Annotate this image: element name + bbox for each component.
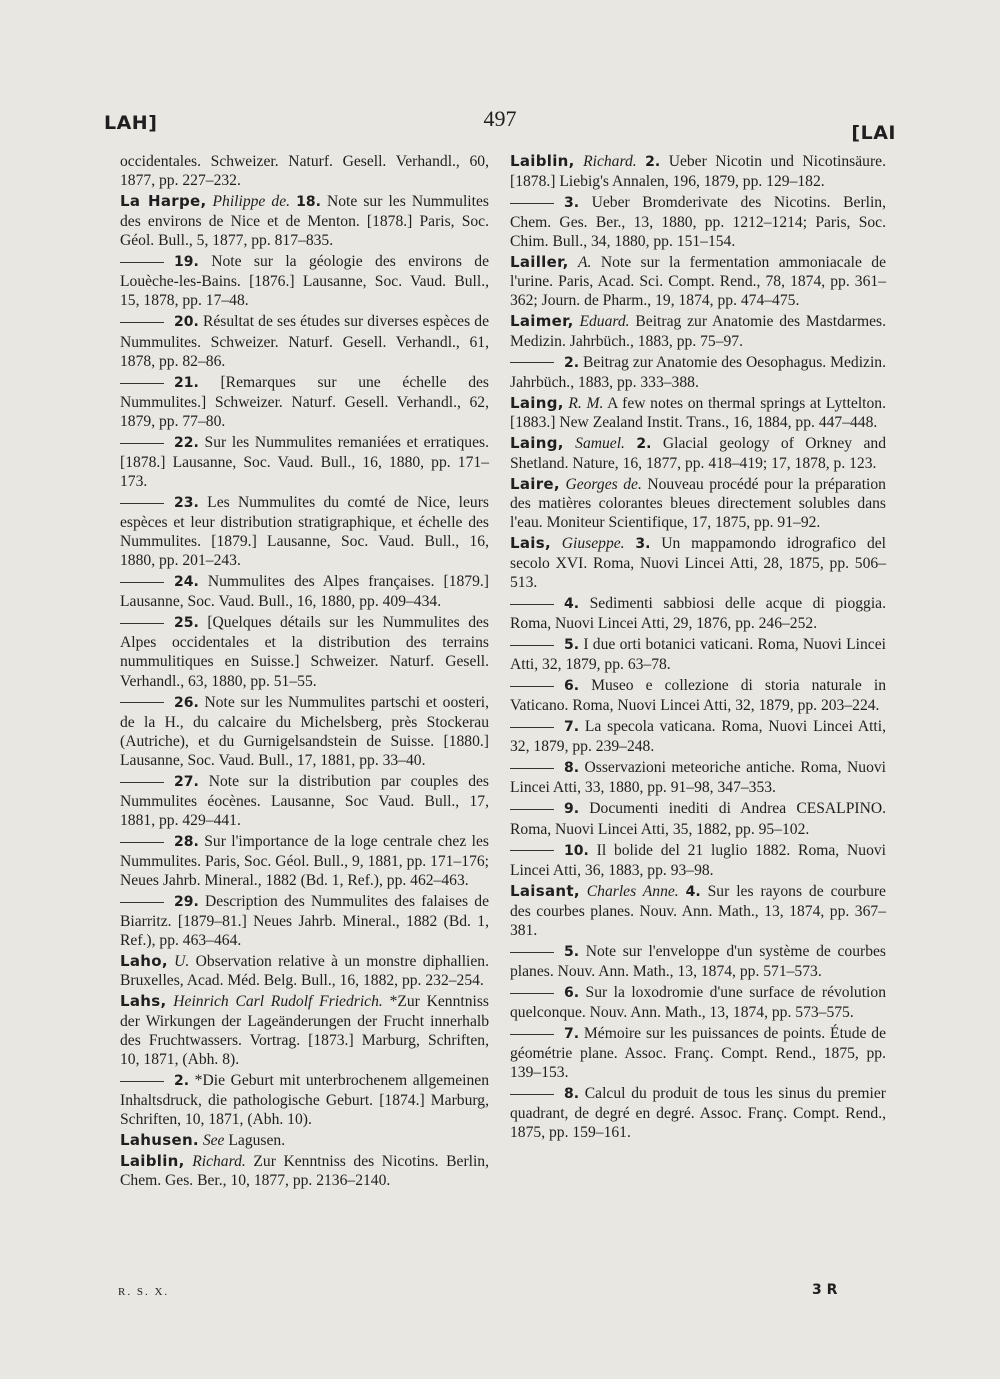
- header-right: [LAI: [851, 122, 896, 144]
- bibliography-entry: [510, 882, 886, 940]
- ditto-rule: [510, 1034, 554, 1035]
- author-surname: Lais,: [510, 533, 551, 552]
- ditto-rule: [120, 503, 164, 504]
- entry-text: Mémoire sur les puissances de points. Étude de géométrie plane. Assoc. Franç. Compt. Rend., 1875, pp. 139–153.: [510, 1024, 886, 1082]
- bibliography-entry: [510, 475, 886, 532]
- ditto-rule: [510, 952, 554, 953]
- author-surname: Lahs,: [120, 992, 167, 1011]
- bibliography-entry: [120, 373, 489, 431]
- entry-text: Les Nummulites du comté de Nice, leurs espèces et leur distribution stratigraphique, et échelle des Nummulites. [1879.] Lausanne, Soc. Vaud. Bull., 16, 1880, pp. 201–243.: [120, 493, 489, 570]
- ditto-rule: [510, 993, 554, 994]
- author-given-name: Charles Anne.: [586, 882, 679, 900]
- entry-number: 20.: [174, 314, 199, 331]
- ditto-rule: [120, 582, 164, 583]
- entry-text: A few notes on thermal springs at Lyttelton. [1883.] New Zealand Instit. Trans., 16, 1884, pp. 447–448.: [510, 394, 886, 431]
- entry-text: Note sur la géologie des environs de Louèche-les-Bains. [1876.] Lausanne, Soc. Vaud. Bull., 15, 1878, pp. 17–48.: [120, 253, 489, 310]
- author-given-name: Samuel.: [575, 434, 625, 452]
- bibliography-entry: [510, 534, 886, 592]
- entry-text: Sur l'importance de la loge centrale chez les Nummulites. Paris, Soc. Géol. Bull., 9, 1881, pp. 171–176; Neues Jahrb. Mineral., 1882 (Bd. 1, Ref.), pp. 462–463.: [120, 832, 489, 890]
- bibliography-entry: [510, 434, 886, 473]
- entry-number: 8.: [564, 760, 580, 777]
- author-given-name: Philippe de.: [212, 193, 291, 211]
- author-surname: Lahusen.: [120, 1130, 199, 1149]
- entry-number: 3.: [564, 195, 580, 212]
- entry-text: [Remarques sur une échelle des Nummulites.] Schweizer. Naturf. Gesell. Verhandl., 62, 1879, pp. 77–80.: [120, 373, 489, 430]
- entry-number: 7.: [564, 1025, 580, 1042]
- entry-text: Nouveau procédé pour la préparation des matières colorantes bleues directement solubles dans l'eau. Moniteur Scientifique, 17, 1875, pp. 91–92.: [510, 475, 886, 531]
- bibliography-entry: [120, 572, 489, 611]
- entry-number: 5.: [564, 637, 580, 654]
- entry-text: Note sur la distribution par couples des Nummulites éocènes. Lausanne, Soc Vaud. Bull., 17, 1881, pp. 429–441.: [120, 772, 489, 829]
- entry-text: Museo e collezione di storia naturale in Vaticano. Roma, Nuovi Lincei Atti, 32, 1879, pp. 203–224.: [510, 677, 887, 715]
- entry-number: 2.: [636, 435, 652, 452]
- entry-number: 18.: [296, 194, 321, 211]
- ditto-rule: [510, 727, 554, 728]
- entry-number: 4.: [564, 596, 580, 613]
- entry-text: Zur Kenntniss des Nicotins. Berlin, Chem. Ges. Ber., 10, 1877, pp. 2136–2140.: [120, 1152, 490, 1189]
- entry-number: 8.: [564, 1086, 580, 1103]
- ditto-rule: [510, 809, 554, 810]
- page-number: 497: [483, 106, 517, 131]
- entry-number: 6.: [564, 984, 580, 1001]
- bibliography-entry: [510, 758, 886, 797]
- author-given-name: Heinrich Carl Rudolf Friedrich.: [173, 993, 383, 1011]
- entry-text: Osservazioni meteoriche antiche. Roma, Nuovi Lincei Atti, 33, 1880, pp. 91–98, 347–353.: [510, 759, 886, 797]
- bibliography-entry: [120, 892, 489, 950]
- ditto-rule: [120, 1081, 164, 1082]
- ditto-rule: [120, 702, 164, 703]
- header-left: LAH]: [104, 112, 158, 134]
- ditto-rule: [120, 902, 164, 903]
- entry-text: Résultat de ses études sur diverses espèces de Nummulites. Schweizer. Naturf. Gesell. Verhandl., 61, 1878, pp. 82–86.: [120, 313, 489, 370]
- entry-text: Glacial geology of Orkney and Shetland. Nature, 16, 1877, pp. 418–419; 17, 1878, p. 123.: [510, 434, 886, 472]
- entry-text: Note sur l'enveloppe d'un système de courbes planes. Nouv. Ann. Math., 13, 1874, pp. 571–573.: [510, 942, 886, 980]
- entry-text: La specola vaticana. Roma, Nuovi Lincei Atti, 32, 1879, pp. 239–248.: [510, 718, 886, 756]
- bibliography-entry: [510, 253, 886, 310]
- ditto-rule: [120, 623, 164, 624]
- entry-number: 3.: [635, 535, 651, 552]
- ditto-rule: [510, 850, 554, 851]
- ditto-rule: [510, 645, 554, 646]
- running-header: [104, 106, 896, 144]
- entry-number: 27.: [174, 773, 199, 790]
- bibliography-entry: [510, 676, 886, 715]
- author-surname: Laisant,: [510, 881, 580, 900]
- entry-number: 21.: [174, 374, 199, 391]
- author-surname: Lailler,: [510, 253, 569, 272]
- bibliography-entry: [510, 312, 886, 350]
- ditto-rule: [120, 842, 164, 843]
- bibliography-entry: [120, 1131, 489, 1150]
- entry-number: 7.: [564, 719, 580, 736]
- bibliography-entry: [120, 493, 489, 570]
- bibliography-entry: [120, 1152, 489, 1190]
- entry-text: Calcul du produit de tous les sinus du premier quadrant, de degré en degré. Assoc. Franç. Compt. Rend., 1875, pp. 159–161.: [510, 1085, 886, 1142]
- bibliography-entry: [120, 772, 489, 830]
- entry-number: 9.: [564, 801, 580, 818]
- author-given-name: Richard.: [192, 1152, 246, 1170]
- author-surname: Laiblin,: [510, 152, 575, 170]
- entry-number: 5.: [564, 943, 580, 960]
- author-surname: Laire,: [510, 474, 560, 493]
- bibliography-entry: [510, 353, 886, 392]
- ditto-rule: [510, 362, 554, 363]
- entry-number: 2.: [645, 154, 661, 170]
- bibliography-entry: [120, 952, 489, 990]
- bibliography-entry: [120, 693, 489, 770]
- entry-number: 24.: [174, 574, 199, 591]
- entry-number: 22.: [174, 434, 199, 451]
- entry-number: 19.: [174, 254, 199, 271]
- bibliography-entry: [120, 152, 489, 190]
- bibliography-entry: [120, 992, 489, 1068]
- bibliography-entry: [510, 594, 886, 633]
- author-surname: Laimer,: [510, 312, 574, 331]
- entry-text: Description des Nummulites des falaises de Biarritz. [1879–81.] Neues Jahrb. Mineral., 1882 (Bd. 1, Ref.), pp. 463–464.: [120, 893, 489, 950]
- author-surname: La Harpe,: [120, 192, 207, 211]
- bibliography-entry: [510, 193, 886, 251]
- bibliography-entry: [120, 433, 489, 491]
- ditto-rule: [510, 686, 554, 687]
- ditto-rule: [120, 782, 164, 783]
- author-given-name: See: [202, 1131, 225, 1149]
- author-surname: Laing,: [510, 393, 564, 412]
- bibliography-entry: [120, 252, 489, 310]
- entry-text: Nummulites des Alpes françaises. [1879.] Lausanne, Soc. Vaud. Bull., 16, 1880, pp. 409–434.: [120, 573, 489, 611]
- entry-text: Sur la loxodromie d'une surface de révolution quelconque. Nouv. Ann. Math., 13, 1874, pp. 573–575.: [510, 983, 886, 1021]
- left-column: [120, 152, 489, 1192]
- entry-number: 2.: [564, 354, 580, 371]
- bibliography-entry: [120, 312, 489, 370]
- author-given-name: R. M.: [568, 394, 604, 412]
- entry-text: Ueber Nicotin und Nicotinsäure. [1878.] Liebig's Annalen, 196, 1879, pp. 129–182.: [510, 153, 886, 191]
- right-column: [510, 152, 886, 1144]
- entry-text: Observation relative à un monstre diphallien. Bruxelles, Acad. Méd. Belg. Bull., 16, 1882, pp. 232–254.: [120, 953, 489, 990]
- author-given-name: Georges de.: [565, 475, 642, 493]
- entry-text: I due orti botanici vaticani. Roma, Nuovi Lincei Atti, 32, 1879, pp. 63–78.: [510, 636, 886, 674]
- bibliography-entry: [510, 1084, 886, 1142]
- entry-text: [Quelques détails sur les Nummulites des Alpes occidentales et la distribution des terrains nummulitiques en Suisse.] Schweizer. Naturf. Gesell. Verhandl., 63, 1880, pp. 51–55.: [120, 614, 489, 690]
- bibliography-entry: [510, 394, 886, 432]
- entry-text: occidentales. Schweizer. Naturf. Gesell. Verhandl., 60, 1877, pp. 227–232.: [120, 153, 489, 190]
- author-surname: Laiblin,: [120, 1151, 185, 1170]
- author-given-name: Eduard.: [579, 313, 630, 331]
- bibliography-entry: [510, 841, 886, 880]
- author-surname: Laho,: [120, 952, 168, 971]
- entry-text: Ueber Bromderivate des Nicotins. Berlin, Chem. Ges. Ber., 13, 1880, pp. 1212–1214; Paris, Soc. Chim. Bull., 34, 1880, pp. 151–154.: [510, 194, 886, 251]
- bibliography-entry: [510, 635, 886, 674]
- entry-text: Lagusen.: [228, 1131, 286, 1149]
- entry-number: 6.: [564, 678, 580, 695]
- signature-mark: R. S. X.: [118, 1286, 170, 1298]
- bibliography-entry: [510, 717, 886, 756]
- entry-text: Sedimenti sabbiosi delle acque di pioggia. Roma, Nuovi Lincei Atti, 29, 1876, pp. 246–252.: [510, 595, 886, 633]
- author-given-name: A.: [577, 254, 592, 272]
- bibliography-entry: [510, 1024, 886, 1082]
- bibliography-entry: [120, 1071, 489, 1129]
- entry-text: *Zur Kenntniss der Wirkungen der Lageänderungen der Frucht innerhalb des Fruchtwassers. Vortrag. [1873.] Marburg, Schriften, 10, 1871, (Abh. 8).: [120, 993, 490, 1068]
- ditto-rule: [120, 262, 164, 263]
- bibliography-entry: [120, 613, 489, 690]
- entry-text: *Die Geburt mit unterbrochenem allgemeinen Inhaltsdruck, die pathologische Geburt. [1874.] Marburg, Schriften, 10, 1871, (Abh. 10).: [120, 1071, 489, 1128]
- entry-number: 28.: [174, 833, 199, 850]
- entry-text: Beitrag zur Anatomie des Mastdarmes. Medizin. Jahrbüch., 1883, pp. 75–97.: [510, 313, 887, 350]
- bibliography-entry: [510, 152, 886, 191]
- entry-text: Il bolide del 21 luglio 1882. Roma, Nuovi Lincei Atti, 36, 1883, pp. 93–98.: [510, 841, 886, 879]
- entry-number: 10.: [564, 842, 589, 859]
- entry-text: Sur les Nummulites remaniées et erratiques. [1878.] Lausanne, Soc. Vaud. Bull., 16, 1880, pp. 171–173.: [120, 433, 489, 490]
- author-surname: Laing,: [510, 433, 564, 452]
- ditto-rule: [120, 383, 164, 384]
- entry-number: 4.: [685, 883, 701, 900]
- entry-number: 29.: [174, 894, 199, 911]
- bibliography-entry: [120, 832, 489, 890]
- author-given-name: Richard.: [583, 153, 637, 170]
- author-given-name: U.: [174, 953, 190, 971]
- author-given-name: Giuseppe.: [561, 534, 625, 552]
- ditto-rule: [510, 203, 554, 204]
- bibliography-entry: [510, 983, 886, 1022]
- entry-text: Documenti inediti di Andrea CESALPINO. Roma, Nuovi Lincei Atti, 35, 1882, pp. 95–102.: [510, 800, 886, 838]
- entry-text: Note sur les Nummulites des environs de Nice et de Menton. [1878.] Paris, Soc. Géol. Bull., 5, 1877, pp. 817–835.: [120, 193, 489, 250]
- bibliography-entry: [510, 942, 886, 981]
- entry-number: 25.: [174, 615, 199, 632]
- entry-text: Note sur la fermentation ammoniacale de l'urine. Paris, Acad. Sci. Compt. Rend., 78, 1874, pp. 361–362; Journ. de Pharm., 19, 1874, pp. 474–475.: [510, 254, 886, 310]
- bibliography-entry: [120, 192, 489, 250]
- entry-number: 26.: [174, 694, 199, 711]
- ditto-rule: [120, 443, 164, 444]
- entry-number: 23.: [174, 494, 199, 511]
- ditto-rule: [510, 768, 554, 769]
- entry-text: Sur les rayons de courbure des courbes planes. Nouv. Ann. Math., 13, 1874, pp. 367–381.: [510, 882, 886, 939]
- entry-number: 2.: [174, 1072, 190, 1089]
- entry-text: Beitrag zur Anatomie des Oesophagus. Medizin. Jahrbüch., 1883, pp. 333–388.: [510, 353, 886, 391]
- bibliography-entry: [510, 799, 886, 838]
- ditto-rule: [510, 1094, 554, 1095]
- entry-text: Un mappamondo idrografico del secolo XVI. Roma, Nuovi Lincei Atti, 28, 1875, pp. 506–513.: [510, 534, 887, 592]
- ditto-rule: [510, 604, 554, 605]
- gathering-mark: 3 R: [812, 1282, 838, 1298]
- entry-text: Note sur les Nummulites partschi et oosteri, de la H., du calcaire du Michelsberg, près Stockerau (Autriche), et du Gurnigelsandstein de Suisse. [1880.] Lausanne, Soc. Vaud. Bull., 17, 1881, pp. 33–40.: [120, 693, 489, 769]
- ditto-rule: [120, 322, 164, 323]
